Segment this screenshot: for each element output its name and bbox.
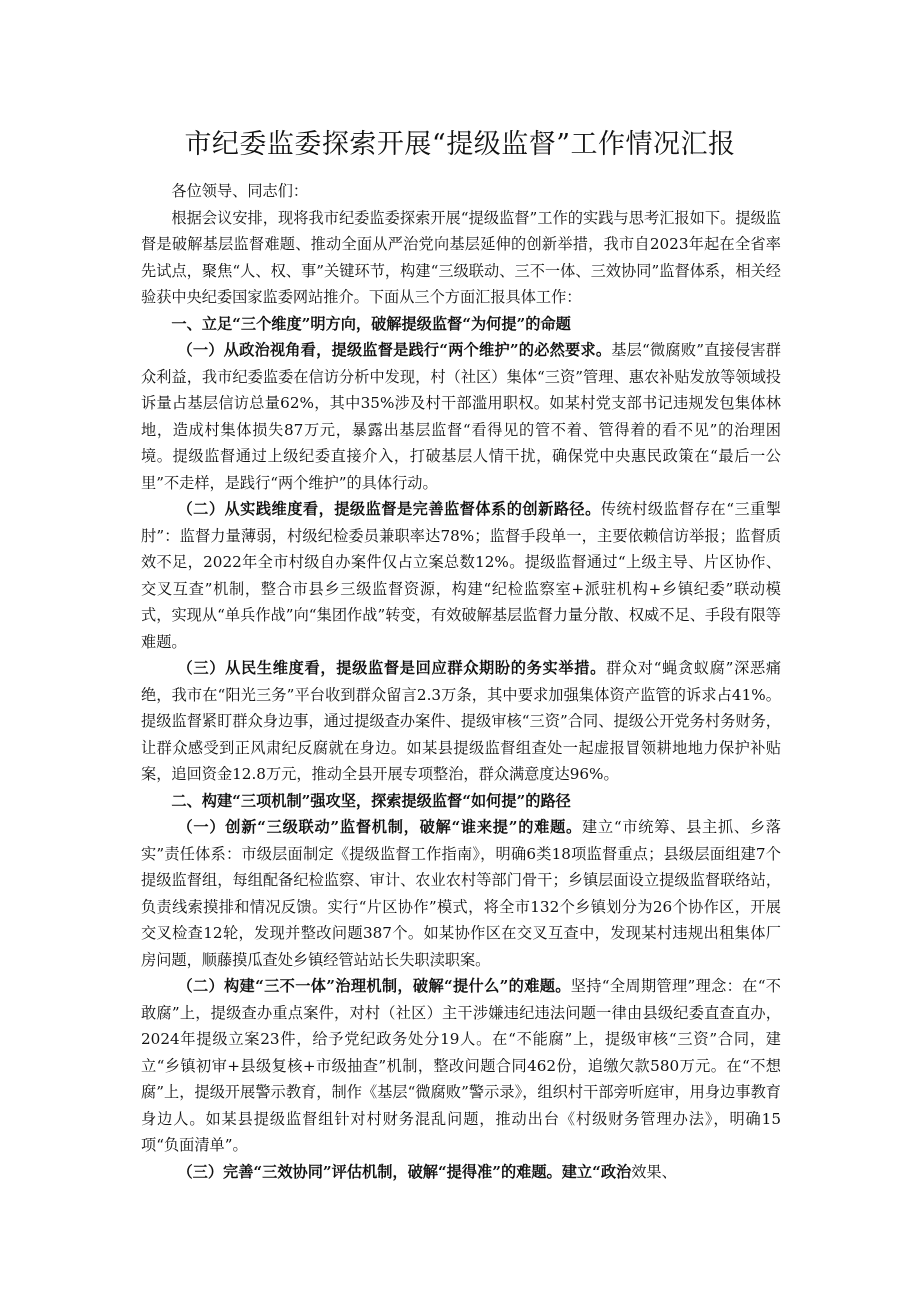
section1-paragraph-2-lead: （二）从实践维度看，提级监督是完善监督体系的创新路径。 xyxy=(177,500,601,518)
document-title: 市纪委监委探索开展“提级监督”工作情况汇报 xyxy=(184,129,736,160)
section1-paragraph-3 xyxy=(141,655,781,788)
section2-paragraph-2-lead: （二）构建“三不一体”治理机制，破解“提什么”的难题。 xyxy=(177,977,571,995)
section2-paragraph-1-text: 建立“市统筹、县主抓、乡落实”责任体系：市级层面制定《提级监督工作指南》，明确6类18项监督重点；县级层面组建7个提级监督组，每组配备纪检监察、审计、农业农村等部门骨干；乡镇层面设立提级监督联络站，负责线索摸排和情况反馈。实行“片区协作”模式，将全市132个乡镇划分为26个协作区，开展交叉检查12轮，发现并整改问题387个。如某协作区在交叉互查中，发现某村违规出租集体厂房问题，顺藤摸瓜查处乡镇经管站站长失职渎职案。 xyxy=(141,818,781,969)
section1-paragraph-1-lead: （一）从政治视角看，提级监督是践行“两个维护”的必然要求。 xyxy=(177,341,612,359)
salutation: 各位领导、同志们： xyxy=(171,182,309,200)
section1-paragraph-1 xyxy=(141,337,781,496)
section1-paragraph-3-lead: （三）从民生维度看，提级监督是回应群众期盼的务实举措。 xyxy=(177,659,607,677)
section2-paragraph-3-text: 效果、 xyxy=(631,1162,677,1181)
section2-paragraph-2 xyxy=(141,973,781,1159)
section2-heading: 二、构建“三项机制”强攻坚，探索提级监督“如何提”的路径 xyxy=(171,791,571,810)
section1-paragraph-1-text: 基层“微腐败”直接侵害群众利益，我市纪委监委在信访分析中发现，村（社区）集体“三资”管理、惠农补贴发放等领域投诉量占基层信访总量62%，其中35%涉及村干部滥用职权。如某村党支部书记违规发包集体林地，造成村集体损失87万元，暴露出基层监督“看得见的管不着、管得着的看不见”的治理困境。提级监督通过上级纪委直接介入，打破基层人情干扰，确保党中央惠民政策在“最后一公里”不走样，是践行“两个维护”的具体行动。 xyxy=(141,341,781,492)
document-body xyxy=(141,178,781,1185)
intro-paragraph: 根据会议安排，现将我市纪委监委探索开展“提级监督”工作的实践与思考汇报如下。提级监督是破解基层监督难题、推动全面从严治党向基层延伸的创新举措，我市自2023年起在全省率先试点，聚焦“人、权、事”关键环节，构建“三级联动、三不一体、三效协同”监督体系，相关经验获中央纪委国家监委网站推介。下面从三个方面汇报具体工作： xyxy=(141,208,781,306)
section2-paragraph-3-lead: （三）完善“三效协同”评估机制，破解“提得准”的难题。建立“政治 xyxy=(177,1162,632,1181)
section1-paragraph-2 xyxy=(141,496,781,655)
section1-heading: 一、立足“三个维度”明方向，破解提级监督“为何提”的命题 xyxy=(171,314,571,333)
section2-paragraph-1-lead: （一）创新“三级联动”监督机制，破解“谁来提”的难题。 xyxy=(177,818,582,836)
section1-paragraph-3-text: 群众对“蝇贪蚁腐”深恶痛绝，我市在“阳光三务”平台收到群众留言2.3万条，其中要求加强集体资产监管的诉求占41%。提级监督紧盯群众身边事，通过提级查办案件、提级审核“三资”合同、提级公开党务村务财务，让群众感受到正风肃纪反腐就在身边。如某县提级监督组查处一起虚报冒领耕地地力保护补贴案，追回资金12.8万元，推动全县开展专项整治，群众满意度达96%。 xyxy=(141,659,782,783)
section2-paragraph-3 xyxy=(141,1159,781,1186)
section2-paragraph-2-text: 坚持“全周期管理”理念：在“不敢腐”上，提级查办重点案件，对村（社区）主干涉嫌违纪违法问题一律由县级纪委直查直办，2024年提级立案23件，给予党纪政务处分19人。在“不能腐”上，提级审核“三资”合同，建立“乡镇初审+县级复核+市级抽查”机制，整改问题合同462份，追缴欠款580万元。在“不想腐”上，提级开展警示教育，制作《基层“微腐败”警示录》，组织村干部旁听庭审，用身边事教育身边人。如某县提级监督组针对村财务混乱问题，推动出台《村级财务管理办法》，明确15项“负面清单”。 xyxy=(141,977,781,1154)
section2-paragraph-1 xyxy=(141,814,781,973)
section1-paragraph-2-text: 传统村级监督存在“三重掣肘”：监督力量薄弱，村级纪检委员兼职率达78%；监督手段单一，主要依赖信访举报；监督质效不足，2022年全市村级自办案件仅占立案总数12%。提级监督通过“上级主导、片区协作、交叉互查”机制，整合市县乡三级监督资源，构建“纪检监察室+派驻机构+乡镇纪委”联动模式，实现从“单兵作战”向“集团作战”转变，有效破解基层监督力量分散、权威不足、手段有限等难题。 xyxy=(141,500,782,651)
